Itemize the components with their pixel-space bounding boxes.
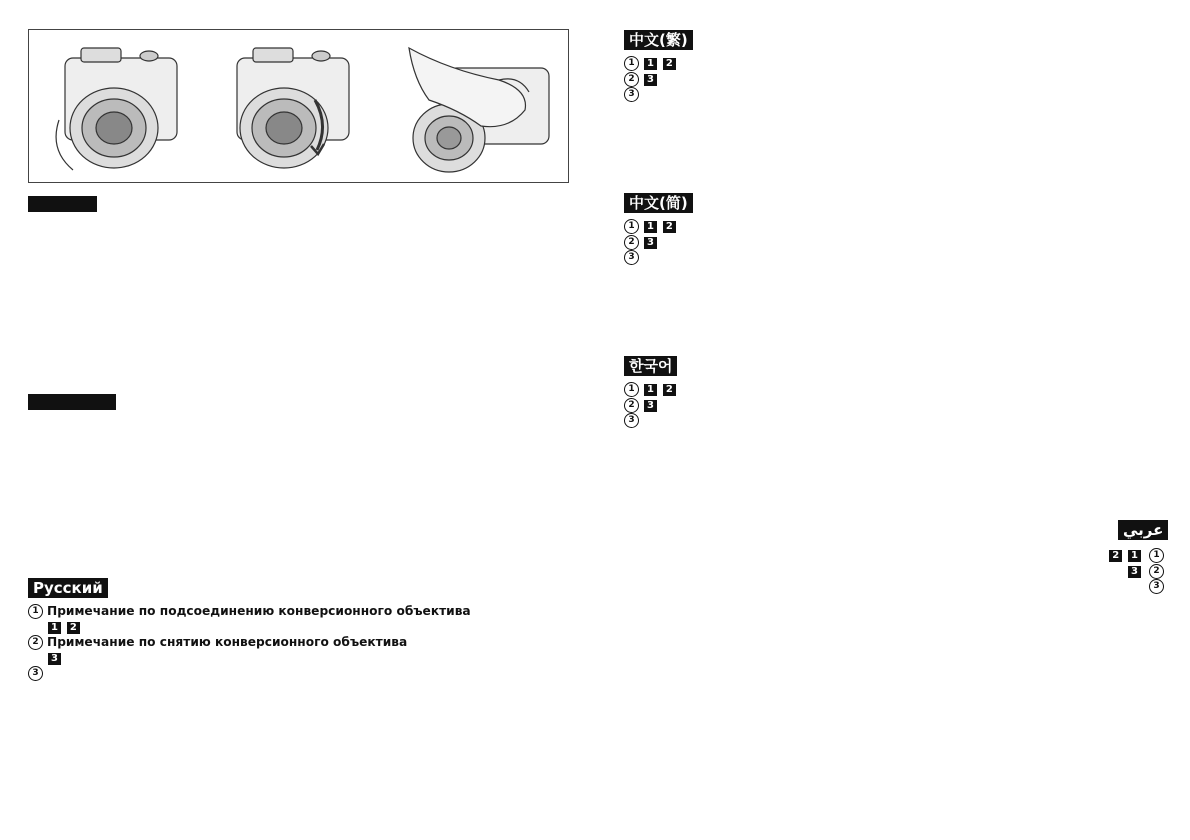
- note-body: [643, 398, 1164, 414]
- number-badge: 2: [624, 398, 639, 413]
- figure-ref: 2: [663, 221, 676, 233]
- number-badge: 3: [28, 666, 43, 681]
- note-body: [47, 620, 568, 636]
- arabic-title: عربي: [1118, 520, 1168, 540]
- number-badge: 1: [624, 219, 639, 234]
- figure-ref: 3: [48, 653, 61, 665]
- zh-simp-note-2: [624, 235, 1164, 251]
- figure-3-hold-ring-image: [409, 48, 549, 172]
- arabic-section: [624, 548, 1164, 591]
- korean-heading: [624, 356, 677, 376]
- number-badge: 3: [624, 413, 639, 428]
- russian-note-1: [28, 604, 568, 635]
- number-badge: 1: [624, 56, 639, 71]
- arabic-note-2: [624, 564, 1164, 580]
- zh-trad-note-2: [624, 72, 1164, 88]
- illustration-box: [28, 29, 569, 183]
- camera-illustrations: [29, 30, 568, 182]
- number-badge: 3: [624, 87, 639, 102]
- number-badge: 3: [624, 250, 639, 265]
- zh-trad-title: 中文(繁): [624, 30, 693, 50]
- figure-ref: 2: [663, 58, 676, 70]
- note-body: [643, 235, 1164, 251]
- zh-trad-section: [624, 56, 1164, 99]
- language-heading-bar: [28, 196, 97, 212]
- russian-title: Русский: [28, 578, 108, 598]
- number-badge: 2: [1149, 564, 1164, 579]
- zh-simp-heading: [624, 193, 693, 213]
- figure-ref: 1: [48, 622, 61, 634]
- figure-ref: 3: [1128, 566, 1141, 578]
- note-body: [47, 651, 568, 667]
- note-body: [643, 72, 1164, 88]
- zh-simp-section: [624, 219, 1164, 262]
- number-badge: 1: [624, 382, 639, 397]
- figure-ref: 3: [644, 237, 657, 249]
- note-body: [643, 382, 1164, 398]
- language-heading-bar: [28, 394, 116, 410]
- korean-note-2: [624, 398, 1164, 414]
- number-badge: 2: [624, 235, 639, 250]
- figure-ref: 1: [1128, 550, 1141, 562]
- figure-ref: 2: [67, 622, 80, 634]
- number-badge: 1: [28, 604, 43, 619]
- zh-trad-heading: [624, 30, 693, 50]
- zh-simp-note-1: [624, 219, 1164, 235]
- number-badge: 1: [1149, 548, 1164, 563]
- arabic-heading: [1118, 520, 1168, 540]
- number-badge: 2: [624, 72, 639, 87]
- arabic-note-1: [624, 548, 1164, 564]
- figure-1-attach-ring-image: [56, 48, 177, 170]
- zh-simp-title: 中文(简): [624, 193, 693, 213]
- note-body: [624, 548, 1142, 564]
- note-body: [643, 56, 1164, 72]
- russian-note-2: [28, 635, 568, 666]
- number-badge: 2: [28, 635, 43, 650]
- zh-trad-note-1: [624, 56, 1164, 72]
- figure-2-rotate-ring-image: [237, 48, 349, 168]
- korean-section: [624, 382, 1164, 425]
- note-body: [643, 219, 1164, 235]
- korean-note-1: [624, 382, 1164, 398]
- figure-ref: 1: [644, 58, 657, 70]
- figure-ref: 3: [644, 74, 657, 86]
- note-body: [624, 564, 1142, 580]
- number-badge: 3: [1149, 579, 1164, 594]
- russian-heading: [28, 578, 108, 598]
- note-heading: Примечание по снятию конверсионного объектива: [47, 635, 408, 649]
- figure-ref: 2: [663, 384, 676, 396]
- note-heading: Примечание по подсоединению конверсионного объектива: [47, 604, 471, 618]
- figure-ref: 3: [644, 400, 657, 412]
- figure-ref: 2: [1109, 550, 1122, 562]
- figure-ref: 1: [644, 221, 657, 233]
- korean-title: 한국어: [624, 356, 677, 376]
- russian-section: [28, 604, 568, 678]
- figure-ref: 1: [644, 384, 657, 396]
